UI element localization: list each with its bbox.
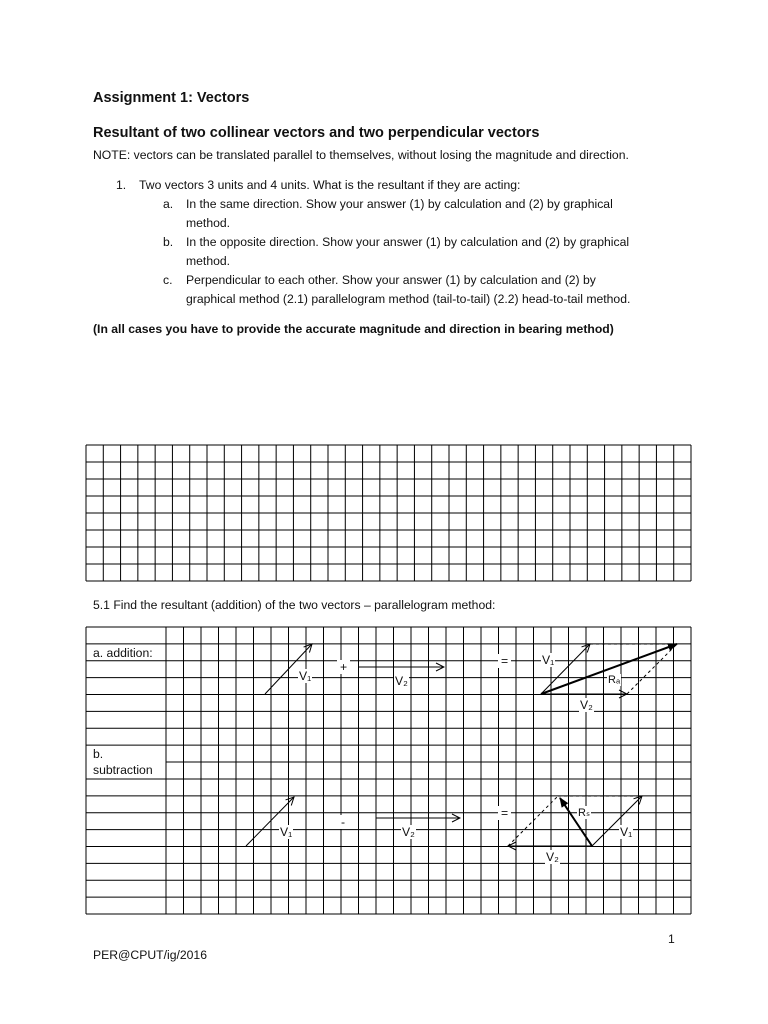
equals-sign-subtraction: = bbox=[498, 806, 511, 820]
instruction-text: (In all cases you have to provide the accurate magnitude and direction in bearing method) bbox=[93, 322, 614, 336]
v1-label-parallelogram-a: V₁ bbox=[542, 653, 555, 667]
equals-sign-addition: = bbox=[498, 654, 511, 668]
v1-label-addition: V₁ bbox=[299, 669, 312, 683]
subtraction-label: subtraction bbox=[93, 763, 153, 777]
assignment-title: Assignment 1: Vectors bbox=[93, 90, 250, 106]
section-5-1-heading: 5.1 Find the resultant (addition) of the two vectors – parallelogram method: bbox=[93, 598, 496, 612]
section-subtitle: Resultant of two collinear vectors and two perpendicular vectors bbox=[93, 125, 540, 141]
v2-label-parallelogram-a: V₂ bbox=[580, 698, 593, 712]
footer-text: PER@CPUT/ig/2016 bbox=[93, 948, 207, 962]
question-text: Two vectors 3 units and 4 units. What is the resultant if they are acting: bbox=[139, 178, 521, 192]
resultant-rs-label: Rₛ bbox=[578, 807, 591, 819]
item-a-line1: In the same direction. Show your answer (1) by calculation and (2) by graphical bbox=[186, 197, 613, 211]
item-b-line1: In the opposite direction. Show your answer (1) by calculation and (2) by graphical bbox=[186, 235, 630, 249]
answer-grid bbox=[86, 445, 691, 581]
item-a-letter: a. bbox=[163, 197, 174, 211]
question-number: 1. bbox=[116, 178, 127, 192]
subtraction-label-b: b. bbox=[93, 747, 104, 761]
v2-label-parallelogram-b: V₂ bbox=[546, 850, 559, 864]
v1-label-parallelogram-b: V₁ bbox=[620, 825, 633, 839]
v2-label-addition: V₂ bbox=[395, 674, 408, 688]
v2-label-subtraction: V₂ bbox=[402, 825, 415, 839]
minus-sign: - bbox=[338, 815, 348, 829]
item-c-letter: c. bbox=[163, 273, 173, 287]
v1-label-subtraction: V₁ bbox=[280, 825, 293, 839]
addition-label: a. addition: bbox=[93, 646, 153, 660]
item-b-letter: b. bbox=[163, 235, 174, 249]
page-number: 1 bbox=[668, 932, 675, 946]
plus-sign: + bbox=[337, 660, 350, 674]
item-b-line2: method. bbox=[186, 254, 231, 268]
note-text: NOTE: vectors can be translated parallel to themselves, without losing the magnitude and direction. bbox=[93, 148, 629, 162]
resultant-ra-label: Rₐ bbox=[608, 674, 621, 686]
vector-grid bbox=[86, 627, 691, 914]
item-c-line1: Perpendicular to each other. Show your answer (1) by calculation and (2) by bbox=[186, 273, 596, 287]
item-c-line2: graphical method (2.1) parallelogram method (tail-to-tail) (2.2) head-to-tail method. bbox=[186, 292, 631, 306]
item-a-line2: method. bbox=[186, 216, 231, 230]
